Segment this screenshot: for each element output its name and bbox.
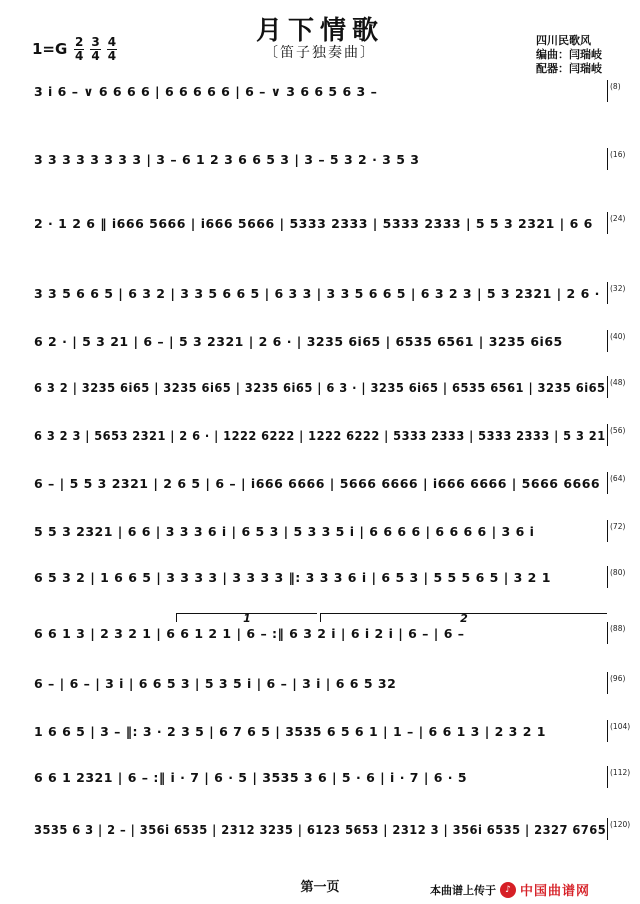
score-line xyxy=(34,282,606,304)
score-line xyxy=(34,424,606,446)
page-title: 月下情歌 xyxy=(255,16,384,46)
barline xyxy=(607,672,608,694)
measure-number: (56) xyxy=(610,426,626,435)
notation-text: 6 2 · | 5 3 21 | 6 – | 5 3 2321 | 2 6 · | 3235 6i65 | 6535 6561 | 3235 6i65 xyxy=(34,333,563,349)
notation-text: 1 6 6 5 | 3 – ‖: 3 · 2 3 5 | 6 7 6 5 | 3535 6 5 6 1 | 1 – | 6 6 1 3 | 2 3 2 1 xyxy=(34,723,546,739)
notation-text: 6 6 1 2321 | 6 – :‖ i · 7 | 6 · 5 | 3535 3 6 | 5 · 6 | i · 7 | 6 · 5 xyxy=(34,769,468,785)
score-line xyxy=(34,80,606,102)
barline xyxy=(607,566,608,588)
credit-style: 四川民歌风 xyxy=(536,34,591,47)
credits xyxy=(536,34,602,76)
score-line xyxy=(34,766,606,788)
measure-number: (112) xyxy=(610,768,631,777)
time-signature: $\frac{2}{4}$ xyxy=(75,35,84,63)
notation-text: 6 6 1 3 | 2 3 2 1 | 6 6 1 2 1 | 6 – :‖ 6 3 2 i | 6 i 2 i | 6 – | 6 – xyxy=(34,625,465,641)
credit-arranger: 编曲：闫瑞岐 xyxy=(536,48,602,61)
time-signature: $\frac{3}{4}$ xyxy=(91,35,100,63)
site-credit xyxy=(430,880,590,899)
barline xyxy=(607,148,608,170)
barline xyxy=(607,330,608,352)
score-line xyxy=(34,376,606,398)
barline xyxy=(607,212,608,234)
page-subtitle: 〔笛子独奏曲〕 xyxy=(264,45,376,61)
measure-number: (96) xyxy=(610,674,626,683)
barline xyxy=(607,472,608,494)
notation-text: 3535 6 3 | 2 – | 356i 6535 | 2312 3235 | 6123 5653 | 2312 3 | 356i 6535 | 2327 6765 xyxy=(34,821,606,837)
barline xyxy=(607,282,608,304)
time-signature: $\frac{4}{4}$ xyxy=(107,35,117,63)
barline xyxy=(607,520,608,542)
notation-text: 6 – | 6 – | 3 i | 6 6 5 3 | 5 3 5 i | 6 – | 3 i | 6 6 5 32 xyxy=(34,675,397,691)
score-line xyxy=(34,148,606,170)
site-logo-icon: ♪ xyxy=(500,882,516,898)
measure-number: (24) xyxy=(610,214,626,223)
notation-text: 5 5 3 2321 | 6 6 | 3 3 3 6 i | 6 5 3 | 5 3 3 5 i | 6 6 6 6 | 6 6 6 6 | 3 6 i xyxy=(34,523,535,539)
score-line xyxy=(34,472,606,494)
site-logo: 中国曲谱网 xyxy=(520,884,591,899)
time-signatures xyxy=(74,36,117,63)
measure-number: (88) xyxy=(610,624,626,633)
barline xyxy=(607,818,608,840)
score-line xyxy=(34,330,606,352)
notation-text: 3 3 5 6 6 5 | 6 3 2 | 3 3 5 6 6 5 | 6 3 3 | 3 3 5 6 6 5 | 6 3 2 3 | 5 3 2321 | 2 6 · xyxy=(34,285,600,301)
second-ending-bracket: 2 xyxy=(320,613,607,622)
page-number: 第一页 xyxy=(300,880,340,895)
score-line xyxy=(34,520,606,542)
measure-number: (64) xyxy=(610,474,626,483)
measure-number: (32) xyxy=(610,284,626,293)
barline xyxy=(607,80,608,102)
barline xyxy=(607,720,608,742)
notation-text: 6 5 3 2 | 1 6 6 5 | 3 3 3 3 | 3 3 3 3 ‖: 3 3 3 6 i | 6 5 3 | 5 5 5 6 5 | 3 2 1 xyxy=(34,569,551,585)
notation-text: 6 3 2 | 3235 6i65 | 3235 6i65 | 3235 6i65 | 6 3 · | 3235 6i65 | 6535 6561 | 3235 6i65 xyxy=(34,379,606,395)
score-line xyxy=(34,622,606,644)
first-ending-bracket: 1 xyxy=(176,613,317,622)
measure-number: (104) xyxy=(610,722,631,731)
measure-number: (8) xyxy=(610,82,621,91)
score-line xyxy=(34,720,606,742)
key-signature: 1=G xyxy=(32,40,68,58)
score-line xyxy=(34,672,606,694)
notation-text: 6 3 2 3 | 5653 2321 | 2 6 · | 1222 6222 | 1222 6222 | 5333 2333 | 5333 2333 | 5 3 21 xyxy=(34,427,606,443)
score-line xyxy=(34,566,606,588)
notation-text: 6 – | 5 5 3 2321 | 2 6 5 | 6 – | i666 6666 | 5666 6666 | i666 6666 | 5666 6666 xyxy=(34,475,601,491)
barline xyxy=(607,424,608,446)
measure-number: (72) xyxy=(610,522,626,531)
credit-orchestration: 配器：闫瑞岐 xyxy=(536,62,602,75)
measure-number: (16) xyxy=(610,150,626,159)
measure-number: (120) xyxy=(610,820,631,829)
score-line xyxy=(34,212,606,234)
barline xyxy=(607,766,608,788)
notation-text: 2 · 1 2 6 ‖ i666 5666 | i666 5666 | 5333 2333 | 5333 2333 | 5 5 3 2321 | 6 6 xyxy=(34,215,593,231)
score-line xyxy=(34,818,606,840)
notation-text: 3 3 3 3 3 3 3 3 | 3 – 6 1 2 3 6 6 5 3 | 3 – 5 3 2 · 3 5 3 xyxy=(34,151,420,167)
measure-number: (40) xyxy=(610,332,626,341)
upload-note: 本曲谱上传于 xyxy=(430,883,496,897)
measure-number: (80) xyxy=(610,568,626,577)
barline xyxy=(607,376,608,398)
measure-number: (48) xyxy=(610,378,626,387)
notation-text: 3 i 6 – ∨ 6 6 6 6 | 6 6 6 6 6 | 6 – ∨ 3 6 6 5 6 3 – xyxy=(34,83,378,99)
barline xyxy=(607,622,608,644)
